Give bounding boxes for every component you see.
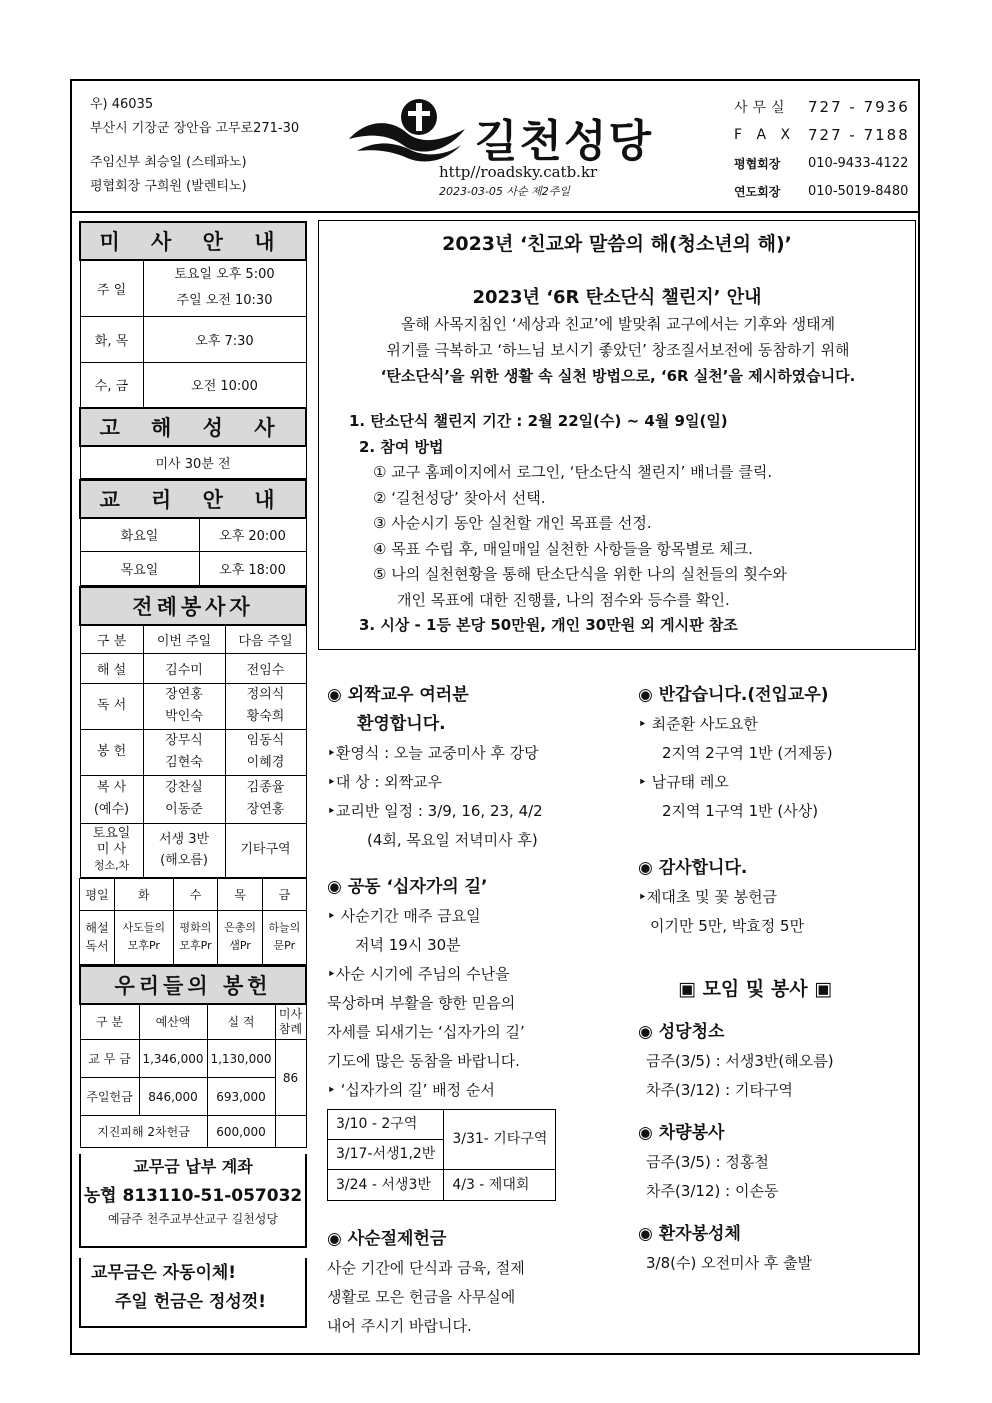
- catechism-time: 오후 18:00: [199, 552, 306, 586]
- schedule-cell: 3/31- 기타구역: [444, 1110, 556, 1170]
- mass-time: 오후 7:30: [143, 316, 306, 362]
- cross-line: 자세를 되새기는 ‘십자가의 길’: [327, 1023, 525, 1041]
- offering-title: 우리들의 봉헌: [80, 966, 306, 1004]
- server-role: 봉 헌: [80, 729, 143, 775]
- catechism-day: 목요일: [80, 552, 199, 586]
- contact-label: F A X: [734, 127, 796, 143]
- catechism-day: 화요일: [80, 518, 199, 552]
- weekday-group: 모후Pr: [127, 939, 160, 952]
- server-next: 김종율: [246, 780, 285, 795]
- account-holder: 예금주 천주교부산교구 길천성당: [108, 1212, 278, 1226]
- newcomer-name: ‣ 최준환 사도요한: [638, 715, 758, 733]
- weekday-table: [79, 878, 307, 965]
- catechism-title: 교 리 안 내: [80, 480, 306, 518]
- address: 부산시 기장군 장안읍 고무로271-30: [90, 121, 300, 136]
- server-role: 독 서: [80, 683, 143, 729]
- fast-title: ◉ 사순절제헌금: [327, 1229, 447, 1249]
- step-item: ⑤ 나의 실천현황을 통해 탄소단식을 위한 나의 실천들의 횟수와: [373, 565, 787, 583]
- contact-label: 연도회장: [734, 184, 781, 199]
- fast-line: 생활로 모은 헌금을 사무실에: [327, 1288, 516, 1306]
- church-logo: [347, 95, 677, 205]
- announcement-box: [318, 220, 916, 650]
- server-this: 이동준: [165, 802, 203, 817]
- saturday-role: 토요일: [92, 826, 131, 841]
- mass-day: 주 일: [80, 260, 143, 316]
- server-next: 정의식: [246, 687, 285, 702]
- step-item: ② ‘길천성당’ 찾아서 선택.: [373, 488, 546, 507]
- mass-time: 주일 오전 10:30: [176, 293, 273, 309]
- cross-line: ‣ 사순기간 매주 금요일: [327, 907, 481, 925]
- patient-title: ◉ 환자봉성체: [638, 1224, 741, 1244]
- notice-line: 주일 헌금은 정성껏!: [115, 1292, 266, 1312]
- offering-name: 주일헌금: [80, 1078, 139, 1116]
- mass-table: [79, 221, 307, 479]
- step-item: ③ 사순시기 동안 실천할 개인 목표를 선정.: [373, 514, 652, 532]
- servers-title: 전례봉사자: [80, 587, 306, 625]
- offering-head: 예산액: [139, 1004, 207, 1040]
- server-this: 강찬실: [165, 780, 203, 795]
- body-line: 위기를 극복하고 ‘하느님 보시기 좋았던’ 창조질서보전에 동참하기 위해: [386, 341, 850, 359]
- fast-line: 내어 주시기 바랍니다.: [327, 1317, 472, 1335]
- server-next: 장연홍: [246, 802, 285, 817]
- list-item: 2. 참여 방법: [359, 437, 444, 456]
- list-item: 3. 시상 - 1등 본당 50만원, 개인 30만원 외 게시판 참조: [359, 616, 738, 634]
- quake-offering-name: 지진피해 2차헌금: [80, 1116, 207, 1148]
- president: 평협회장 구희원 (발렌티노): [90, 179, 247, 194]
- contacts: [734, 93, 910, 205]
- account-title: 교무금 납부 계좌: [133, 1157, 253, 1176]
- wave-cross-icon: [347, 95, 467, 165]
- weekday-group: 은총의: [224, 921, 256, 934]
- meeting-title: ▣ 모임 및 봉사 ▣: [678, 978, 833, 1000]
- contact-label: 평협회장: [734, 156, 781, 171]
- contact-value: 010-5019-8480: [808, 183, 909, 199]
- announcement-body: [335, 311, 901, 389]
- weekday-role: 해설: [85, 921, 109, 935]
- server-this: 장무식: [165, 733, 203, 748]
- notice-line: 교무금은 자동이체!: [91, 1263, 237, 1283]
- mass-time: 토요일 오후 5:00: [174, 267, 275, 283]
- server-this: 김현숙: [165, 755, 203, 770]
- cross-line: 저녁 19시 30분: [355, 936, 461, 954]
- account-number: 농협 813110-51-057032: [83, 1186, 303, 1206]
- saturday-next: 기타구역: [225, 823, 306, 877]
- pastor: 주임신부 최승일 (스테파노): [90, 155, 247, 170]
- thanks-title: ◉ 감사합니다.: [638, 858, 748, 878]
- server-next: 임동식: [246, 733, 285, 748]
- catechism-table: [79, 479, 307, 587]
- welcome-note: (4회, 목요일 저녁미사 후): [367, 831, 538, 849]
- weekday-head: 화: [115, 878, 174, 910]
- header: [72, 81, 918, 213]
- catechism-time: 오후 20:00: [199, 518, 306, 552]
- issue-date: 2023-03-05 사순 제2주일: [439, 185, 571, 198]
- weekday-head: 목: [218, 878, 262, 910]
- weekday-group: 샘Pr: [229, 939, 251, 952]
- newcomer-title: ◉ 반갑습니다.(전입교우): [638, 685, 829, 705]
- weekday-group: 하늘의: [268, 921, 301, 934]
- middle-column: [327, 681, 617, 1341]
- saturday-role: 미 사: [96, 842, 127, 857]
- bulletin-page: [70, 79, 920, 1355]
- server-this: 김수미: [143, 653, 225, 683]
- body-line: 올해 사목지침인 ‘세상과 친교’에 발맞춰 교구에서는 기후와 생태계: [400, 315, 836, 333]
- fast-line: 사순 기간에 단식과 금육, 절제: [327, 1259, 525, 1277]
- welcome-item: ‣대 상 : 외짝교우: [327, 773, 443, 791]
- saturday-this: 서생 3반: [158, 832, 210, 847]
- quake-offering-value: 600,000: [207, 1116, 275, 1148]
- weekday-group: 사도들의: [122, 921, 166, 934]
- offering-actual: 1,130,000: [207, 1040, 275, 1078]
- contact-value: 727 - 7188: [808, 126, 910, 144]
- church-name: 길천성당: [475, 116, 654, 167]
- schedule-cell: 3/24 - 서생3반: [328, 1170, 444, 1201]
- list-item: 1. 탄소단식 챌린지 기간 : 2월 22일(수) ~ 4월 9일(일): [349, 412, 728, 430]
- contact-label: 사무실: [734, 100, 790, 116]
- confession-time: 미사 30분 전: [80, 446, 306, 478]
- welcome-item: ‣교리반 일정 : 3/9, 16, 23, 4/2: [327, 802, 543, 820]
- offering-actual: 693,000: [207, 1078, 275, 1116]
- confession-title: 고 해 성 사: [80, 408, 306, 446]
- cross-line: ‣사순 시기에 주님의 수난을: [327, 965, 510, 983]
- welcome-title: ◉ 외짝교우 여러분: [327, 685, 469, 705]
- announcement-subtitle: 2023년 ‘6R 탄소단식 챌린지’ 안내: [472, 287, 762, 308]
- cross-schedule: [327, 1109, 556, 1201]
- car-line: 차주(3/12) : 이손동: [646, 1182, 779, 1200]
- saturday-role: 청소,차: [93, 859, 130, 872]
- welcome-item: ‣환영식 : 오늘 교중미사 후 강당: [327, 744, 539, 762]
- account-box: [79, 1154, 307, 1248]
- mass-title: 미 사 안 내: [80, 222, 306, 260]
- cleaning-line: 금주(3/5) : 서생3반(해오름): [646, 1052, 834, 1070]
- cross-line: ‣ ‘십자가의 길’ 배정 순서: [327, 1081, 495, 1099]
- newcomer-name: ‣ 남규태 레오: [638, 773, 729, 791]
- schedule-cell: 4/3 - 제대회: [444, 1170, 556, 1201]
- servers-head: 다음 주일: [225, 625, 306, 653]
- offering-head: 실 적: [207, 1004, 275, 1040]
- step-item: 개인 목표에 대한 진행률, 나의 점수와 등수를 확인.: [397, 590, 730, 609]
- step-item: ① 교구 홈페이지에서 로그인, ‘탄소단식 챌린지’ 배너를 클릭.: [373, 463, 773, 481]
- patient-line: 3/8(수) 오전미사 후 출발: [646, 1254, 813, 1272]
- schedule-cell: 3/10 - 2구역: [328, 1110, 444, 1140]
- attendance: 86: [275, 1040, 306, 1116]
- servers-table: [79, 586, 307, 878]
- weekday-group: 평화의: [179, 921, 212, 934]
- offering-name: 교 무 금: [80, 1040, 139, 1078]
- welcome-title: 환영합니다.: [357, 714, 446, 734]
- postal-code: 우) 46035: [90, 97, 154, 112]
- thanks-line: ‣제대초 및 꽃 봉헌금: [638, 888, 778, 906]
- server-role: 복 사 (예수): [80, 775, 143, 823]
- weekday-group: 문Pr: [273, 939, 296, 952]
- cleaning-line: 차주(3/12) : 기타구역: [646, 1081, 793, 1099]
- servers-head: 구 분: [80, 625, 143, 653]
- cross-line: 기도에 많은 동참을 바랍니다.: [327, 1052, 520, 1070]
- mass-day: 수, 금: [80, 362, 143, 408]
- contact-value: 010-9433-4122: [808, 155, 909, 171]
- offering-head: 미사 참례: [275, 1004, 306, 1040]
- car-title: ◉ 차량봉사: [638, 1123, 725, 1143]
- cleaning-title: ◉ 성당청소: [638, 1022, 725, 1042]
- saturday-this: (해오름): [160, 853, 208, 868]
- server-this: 장연홍: [165, 687, 203, 702]
- weekday-head: 수: [173, 878, 218, 910]
- step-item: ④ 목표 수립 후, 매일매일 실천한 사항들을 항목별로 체크.: [373, 539, 753, 558]
- server-this: 박인숙: [165, 709, 203, 724]
- right-column: [638, 681, 918, 1278]
- newcomer-address: 2지역 2구역 1반 (거제동): [662, 744, 833, 762]
- servers-head: 이번 주일: [143, 625, 225, 653]
- body-line: ‘탄소단식’을 위한 생활 속 실천 방법으로, ‘6R 실천’을 제시하였습니다.: [380, 367, 856, 385]
- thanks-line: 이기만 5만, 박효정 5만: [650, 917, 805, 935]
- offering-head: 구 분: [80, 1004, 139, 1040]
- offering-budget: 846,000: [139, 1078, 207, 1116]
- mass-time: 오전 10:00: [143, 362, 306, 408]
- schedule-cell: 3/17-서생1,2반: [328, 1140, 444, 1170]
- offering-table: [79, 965, 307, 1149]
- notice-box: [79, 1258, 307, 1328]
- server-next: 전임수: [225, 653, 306, 683]
- weekday-head: 금: [262, 878, 306, 910]
- church-url[interactable]: http//roadsky.catb.kr: [439, 163, 598, 181]
- sidebar: [79, 221, 307, 1328]
- server-next: 이혜경: [246, 755, 285, 770]
- weekday-head: 평일: [80, 878, 115, 910]
- announcement-list: [349, 409, 787, 639]
- car-line: 금주(3/5) : 정홍철: [646, 1153, 769, 1171]
- header-info: [90, 93, 299, 199]
- mass-day: 화, 목: [80, 316, 143, 362]
- newcomer-address: 2지역 1구역 1반 (사상): [662, 802, 819, 820]
- offering-budget: 1,346,000: [139, 1040, 207, 1078]
- cross-title: ◉ 공동 ‘십자가의 길’: [327, 877, 488, 897]
- announcement-title: 2023년 ‘친교와 말씀의 해(청소년의 해)’: [442, 233, 792, 255]
- server-role: 해 설: [80, 653, 143, 683]
- weekday-role: 독서: [85, 939, 109, 953]
- weekday-group: 모후Pr: [179, 939, 212, 952]
- cross-line: 묵상하며 부활을 향한 믿음의: [327, 994, 516, 1012]
- contact-value: 727 - 7936: [808, 98, 910, 116]
- server-next: 황숙희: [246, 709, 285, 724]
